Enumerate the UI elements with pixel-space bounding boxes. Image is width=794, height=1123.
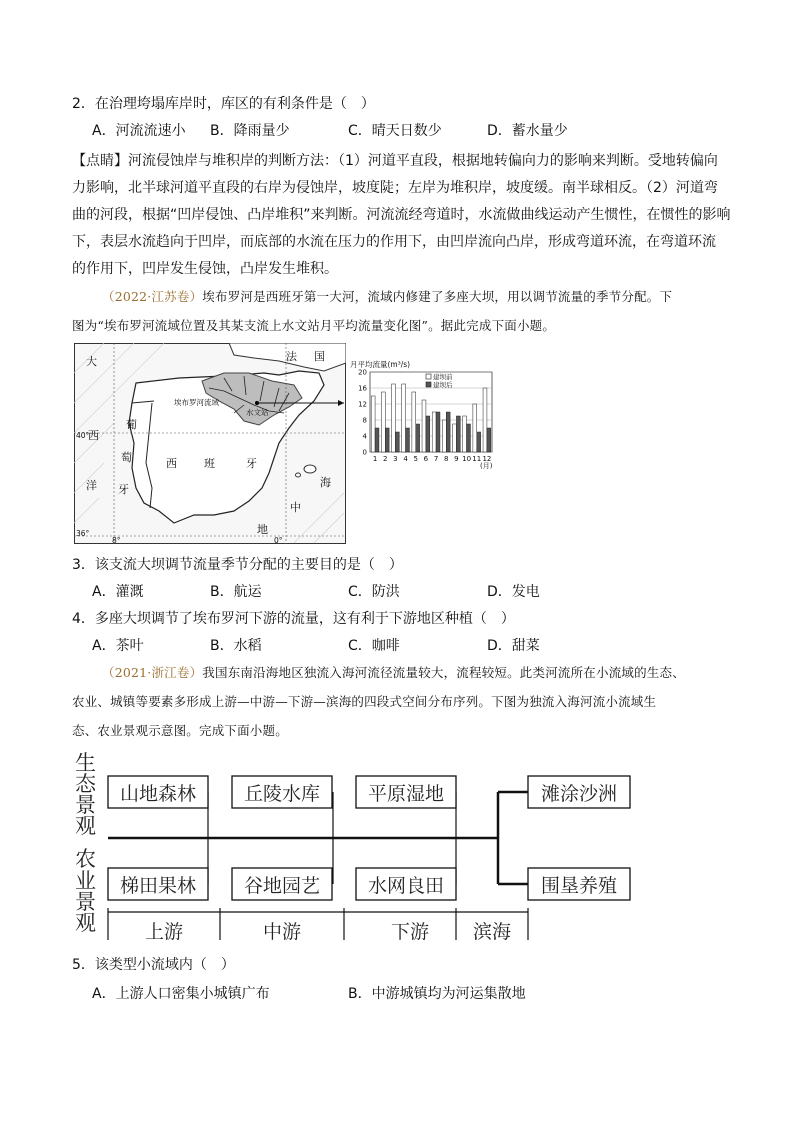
eco-label-3: 滩涂沙洲 xyxy=(540,783,618,805)
source-tag-2022: （2022·江苏卷） xyxy=(102,289,203,304)
bar-before-dam xyxy=(483,388,487,452)
chart-x-tick: 2 xyxy=(383,455,388,463)
chart-y-tick: 12 xyxy=(358,400,367,409)
chart-title: 月平均流量(m³/s) xyxy=(350,360,411,369)
tip-line-4: 下，表层水流趋向于凹岸，而底部的水流在压力的作用下，由凹岸流向凸岸，形成弯道环流，在弯道环流 xyxy=(72,234,716,250)
tip-line-5: 的作用下，凹岸发生侵蚀，凸岸发生堆积。 xyxy=(72,261,338,277)
bar-after-dam xyxy=(467,424,471,452)
bar-before-dam xyxy=(453,424,457,452)
q4-option-c: C．咖啡 xyxy=(348,638,400,654)
intro-2022-line1: （2022·江苏卷）埃布罗河是西班牙第一大河，流域内修建了多座大坝，用以调节流量的季节分配。下 xyxy=(102,289,673,304)
bar-after-dam xyxy=(456,416,460,452)
chart-x-tick: 7 xyxy=(433,455,439,463)
bar-before-dam xyxy=(442,420,446,452)
tip-paragraph xyxy=(72,148,732,283)
bar-after-dam xyxy=(436,412,440,452)
side-label-eco-1: 态 xyxy=(75,772,96,796)
bar-before-dam xyxy=(473,404,477,452)
chart-x-tick: 8 xyxy=(444,455,449,463)
question-3-stem: 3．该支流大坝调节流量季节分配的主要目的是（ ） xyxy=(72,557,403,573)
chart-x-tick: 5 xyxy=(413,455,418,463)
zone-label-3: 滨海 xyxy=(472,921,512,943)
bar-after-dam xyxy=(426,416,430,452)
q5-option-a: A．上游人口密集小城镇广布 xyxy=(92,986,270,1002)
agri-label-2: 水网良田 xyxy=(367,875,445,897)
side-label-eco-2: 景 xyxy=(75,793,96,817)
agri-label-1: 谷地园艺 xyxy=(243,875,321,897)
bar-after-dam xyxy=(395,432,399,452)
map-label-xi: 西 xyxy=(88,429,99,442)
chart-x-tick: 11 xyxy=(472,455,482,463)
chart-x-unit: (月) xyxy=(480,462,493,470)
eco-label-2: 平原湿地 xyxy=(367,783,445,805)
map-label-pu: 葡 xyxy=(126,418,137,431)
zone-label-2: 下游 xyxy=(390,921,430,943)
landscape-diagram xyxy=(70,748,650,948)
map-label-ya: 牙 xyxy=(118,483,129,496)
chart-y-tick: 20 xyxy=(358,368,367,377)
bar-before-dam xyxy=(371,396,375,452)
q4-option-d: D．甜菜 xyxy=(487,638,540,654)
question-4-stem: 4．多座大坝调节了埃布罗河下游的流量，这有利于下游地区种植（ ） xyxy=(72,611,515,627)
bar-after-dam xyxy=(477,432,481,452)
q3-option-c: C．防洪 xyxy=(348,584,400,600)
chart-x-tick: 6 xyxy=(423,455,429,463)
question-5-stem: 5．该类型小流域内（ ） xyxy=(72,957,235,973)
side-label-agri-1: 业 xyxy=(75,869,96,893)
source-tag-2021: （2021·浙江卷） xyxy=(102,665,203,680)
legend-after: 建坝后 xyxy=(433,381,453,389)
q2-option-b: B．降雨量少 xyxy=(210,123,290,139)
intro-2021-line1: （2021·浙江卷）我国东南沿海地区独流入海河流径流量较大，流程较短。此类河流所在小流域的生态、 xyxy=(102,665,685,680)
side-label-eco-0: 生 xyxy=(75,751,96,775)
map-label-ban: 班 xyxy=(204,457,215,470)
zone-label-0: 上游 xyxy=(144,921,184,943)
map-label-zhong: 中 xyxy=(290,501,301,514)
bar-after-dam xyxy=(375,428,379,452)
eco-label-1: 丘陵水库 xyxy=(243,783,321,805)
bar-before-dam xyxy=(432,412,436,452)
side-label-eco-3: 观 xyxy=(75,814,96,838)
map-label-lon8: 8° xyxy=(112,536,121,544)
intro-2022-line2: 图为“埃布罗河流域位置及其某支流上水文站月平均流量变化图”。据此完成下面小题。 xyxy=(72,318,556,333)
chart-y-tick: 0 xyxy=(362,448,367,457)
q2-option-c: C．晴天日数少 xyxy=(348,123,442,139)
q2-option-a: A．河流流速小 xyxy=(92,123,186,139)
tip-line-1: 河流侵蚀岸与堆积岸的判断方法：（1）河道平直段，根据地转偏向力的影响来判断。受地转偏向 xyxy=(128,153,718,169)
intro-2021-line2: 农业、城镇等要素多形成上游—中游—下游—滨海的四段式空间分布序列。下图为独流入海河流小流域生 xyxy=(72,694,657,709)
side-label-agri-2: 景 xyxy=(75,890,96,914)
q2-option-d: D．蓄水量少 xyxy=(487,123,568,139)
chart-x-tick: 3 xyxy=(393,455,398,463)
chart-x-tick: 1 xyxy=(372,455,378,463)
tip-label: 【点睛】 xyxy=(72,153,128,169)
balearic-island xyxy=(304,465,316,473)
map-label-xi2: 西 xyxy=(166,457,177,470)
map-label-tao: 萄 xyxy=(121,451,132,464)
zone-label-1: 中游 xyxy=(262,921,302,943)
bar-after-dam xyxy=(487,428,491,452)
bar-after-dam xyxy=(406,428,410,452)
side-label-agri-0: 农 xyxy=(75,847,96,871)
bar-before-dam xyxy=(392,384,396,452)
q3-option-b: B．航运 xyxy=(210,584,262,600)
bar-before-dam xyxy=(463,416,467,452)
legend-swatch-after xyxy=(426,382,431,387)
map-label-lat36: 36° xyxy=(76,529,90,538)
bar-after-dam xyxy=(446,412,450,452)
tip-line-2: 力影响，北半球河道平直段的右岸为侵蚀岸，坡度陡；左岸为堆积岸，坡度缓。南半球相反。（2）河道弯 xyxy=(72,180,718,196)
bar-before-dam xyxy=(412,392,416,452)
q5-option-b: B．中游城镇均为河运集散地 xyxy=(348,986,526,1002)
legend-before: 建坝前 xyxy=(433,373,453,381)
legend-swatch-before xyxy=(426,374,431,379)
q4-option-a: A．茶叶 xyxy=(92,638,144,654)
q3-option-a: A．灌溉 xyxy=(92,584,144,600)
map-label-lat40: 40° xyxy=(76,431,90,440)
bar-after-dam xyxy=(385,428,389,452)
map-label-da: 大 xyxy=(86,355,97,368)
bar-before-dam xyxy=(402,384,406,452)
map-label-di: 地 xyxy=(257,523,268,536)
chart-x-tick: 12 xyxy=(482,455,492,463)
question-2-stem: 2．在治理垮塌库岸时，库区的有利条件是（ ） xyxy=(72,96,375,112)
map-label-hai: 海 xyxy=(320,476,331,489)
ebro-map xyxy=(74,343,346,544)
map-label-ya2: 牙 xyxy=(246,457,257,470)
chart-x-tick: 10 xyxy=(462,455,472,463)
agri-label-0: 梯田果林 xyxy=(119,875,197,897)
q4-option-b: B．水稻 xyxy=(210,638,262,654)
intro-2021-line3: 态、农业景观示意图。完成下面小题。 xyxy=(72,723,288,738)
bar-after-dam xyxy=(416,424,420,452)
chart-y-tick: 4 xyxy=(362,432,367,441)
map-label-yang: 洋 xyxy=(86,479,97,492)
map-label-fa: 法 xyxy=(286,350,297,363)
chart-y-tick: 16 xyxy=(358,384,367,393)
q3-option-d: D．发电 xyxy=(487,584,540,600)
map-label-guo: 国 xyxy=(314,350,325,363)
bar-before-dam xyxy=(381,392,385,452)
map-label-lon0: 0° xyxy=(274,536,283,544)
side-label-agri-3: 观 xyxy=(75,911,96,935)
agri-label-3: 围垦养殖 xyxy=(540,875,618,897)
map-label-station: 水文站 xyxy=(246,408,269,417)
chart-y-tick: 8 xyxy=(362,416,367,425)
map-label-basin: 埃布罗河流域 xyxy=(174,398,219,407)
eco-label-0: 山地森林 xyxy=(119,783,197,805)
bar-before-dam xyxy=(422,400,426,452)
monthly-flow-chart xyxy=(350,358,500,472)
chart-x-tick: 9 xyxy=(454,455,459,463)
tip-line-3: 曲的河段，根据“凹岸侵蚀、凸岸堆积”来判断。河流流经弯道时，水流做曲线运动产生惯性，在惯性的影响 xyxy=(72,207,731,223)
chart-x-tick: 4 xyxy=(403,455,408,463)
